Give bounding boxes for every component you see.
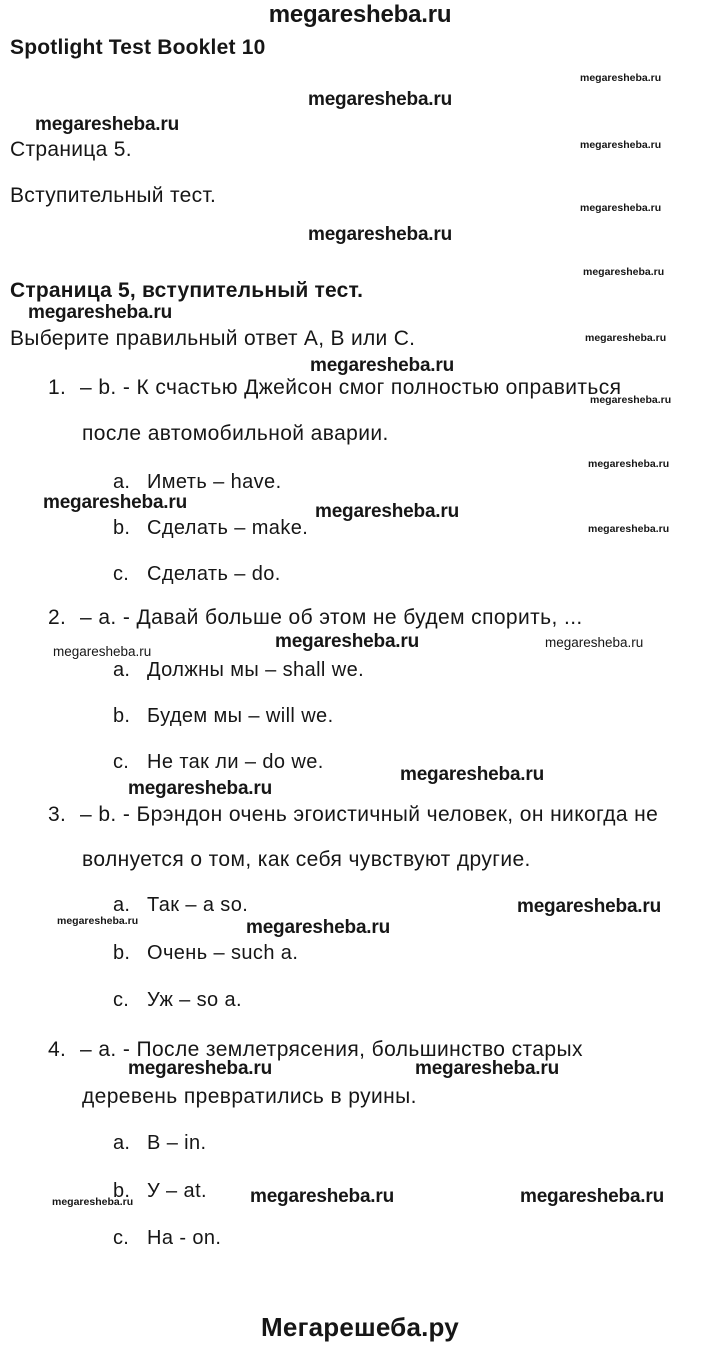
question-text-line: после автомобильной аварии. [82, 422, 389, 445]
option-text: Сделать – do. [147, 563, 281, 585]
watermark: megaresheba.ru [588, 523, 670, 535]
option-row [113, 989, 242, 1012]
option-row [113, 471, 282, 494]
option-row [113, 659, 364, 682]
option-text: Должны мы – shall we. [147, 659, 365, 681]
option-row [113, 563, 281, 586]
watermark: megaresheba.ru [545, 635, 644, 650]
option-letter: a. [113, 659, 131, 681]
section-heading: Страница 5, вступительный тест. [10, 279, 364, 302]
option-text: У – at. [147, 1180, 207, 1202]
question-number: 4. [48, 1038, 67, 1061]
watermark: megaresheba.ru [580, 72, 662, 84]
intro-test-label: Вступительный тест. [10, 184, 217, 207]
watermark: megaresheba.ru [400, 764, 544, 785]
option-letter: c. [113, 751, 130, 773]
watermark: megaresheba.ru [52, 1196, 134, 1208]
watermark: megaresheba.ru [128, 778, 272, 799]
watermark: megaresheba.ru [315, 501, 459, 522]
option-letter: b. [113, 517, 131, 539]
page-label: Страница 5. [10, 138, 132, 161]
option-text: Уж – so a. [147, 989, 243, 1011]
footer-site-name: Мегарешеба.ру [261, 1312, 459, 1342]
watermark: megaresheba.ru [53, 644, 152, 659]
option-letter: c. [113, 563, 130, 585]
question-number: 3. [48, 803, 67, 826]
watermark: megaresheba.ru [415, 1058, 559, 1079]
question-row [48, 606, 583, 630]
option-text: На - on. [147, 1227, 222, 1249]
question-answer-text: – b. - К счастью Джейсон смог полностью оправиться [80, 376, 622, 399]
watermark: megaresheba.ru [588, 458, 670, 470]
watermark: megaresheba.ru [590, 394, 672, 406]
option-text: Так – a so. [147, 894, 249, 916]
watermark: megaresheba.ru [580, 202, 662, 214]
watermark: megaresheba.ru [128, 1058, 272, 1079]
booklet-title: Spotlight Test Booklet 10 [10, 36, 266, 59]
option-text: Не так ли – do we. [147, 751, 324, 773]
option-text: Очень – such a. [147, 942, 299, 964]
option-row [113, 1132, 207, 1155]
option-letter: a. [113, 1132, 131, 1154]
watermark: megaresheba.ru [517, 896, 661, 917]
question-answer-text: – b. - Брэндон очень эгоистичный человек, он никогда не [80, 803, 659, 826]
instruction-text: Выберите правильный ответ А, В или С. [10, 327, 416, 350]
option-letter: b. [113, 1180, 131, 1202]
watermark: megaresheba.ru [246, 917, 390, 938]
option-row [113, 942, 298, 965]
watermark: megaresheba.ru [43, 492, 187, 513]
question-answer-text: – a. - Давай больше об этом не будем спорить, ... [80, 606, 583, 629]
question-number: 1. [48, 376, 67, 399]
watermark: megaresheba.ru [268, 1, 452, 28]
question-answer-text: – a. - После землетрясения, большинство старых [80, 1038, 583, 1061]
option-letter: a. [113, 471, 131, 493]
option-row [113, 1227, 221, 1250]
watermark: megaresheba.ru [308, 224, 452, 245]
watermark: megaresheba.ru [585, 332, 667, 344]
option-text: В – in. [147, 1132, 207, 1154]
option-letter: a. [113, 894, 131, 916]
option-letter: c. [113, 989, 130, 1011]
question-row [48, 803, 658, 827]
option-text: Иметь – have. [147, 471, 282, 493]
watermark: megaresheba.ru [275, 631, 419, 652]
option-row [113, 517, 308, 540]
option-letter: b. [113, 705, 131, 727]
option-text: Будем мы – will we. [147, 705, 334, 727]
watermark: megaresheba.ru [35, 114, 179, 135]
watermark: megaresheba.ru [520, 1186, 664, 1207]
question-number: 2. [48, 606, 67, 629]
watermark: megaresheba.ru [310, 355, 454, 376]
option-row [113, 751, 324, 774]
question-text-line: волнуется о том, как себя чувствуют другие. [82, 848, 531, 871]
watermark: megaresheba.ru [250, 1186, 394, 1207]
watermark: megaresheba.ru [308, 89, 452, 110]
option-letter: c. [113, 1227, 130, 1249]
question-row [48, 376, 621, 400]
watermark: megaresheba.ru [28, 302, 172, 323]
option-row [113, 705, 334, 728]
watermark: megaresheba.ru [583, 266, 665, 278]
option-letter: b. [113, 942, 131, 964]
watermark: megaresheba.ru [580, 139, 662, 151]
option-text: Сделать – make. [147, 517, 309, 539]
question-text-line: деревень превратились в руины. [82, 1085, 417, 1108]
option-row [113, 894, 248, 917]
watermark: megaresheba.ru [57, 915, 139, 927]
